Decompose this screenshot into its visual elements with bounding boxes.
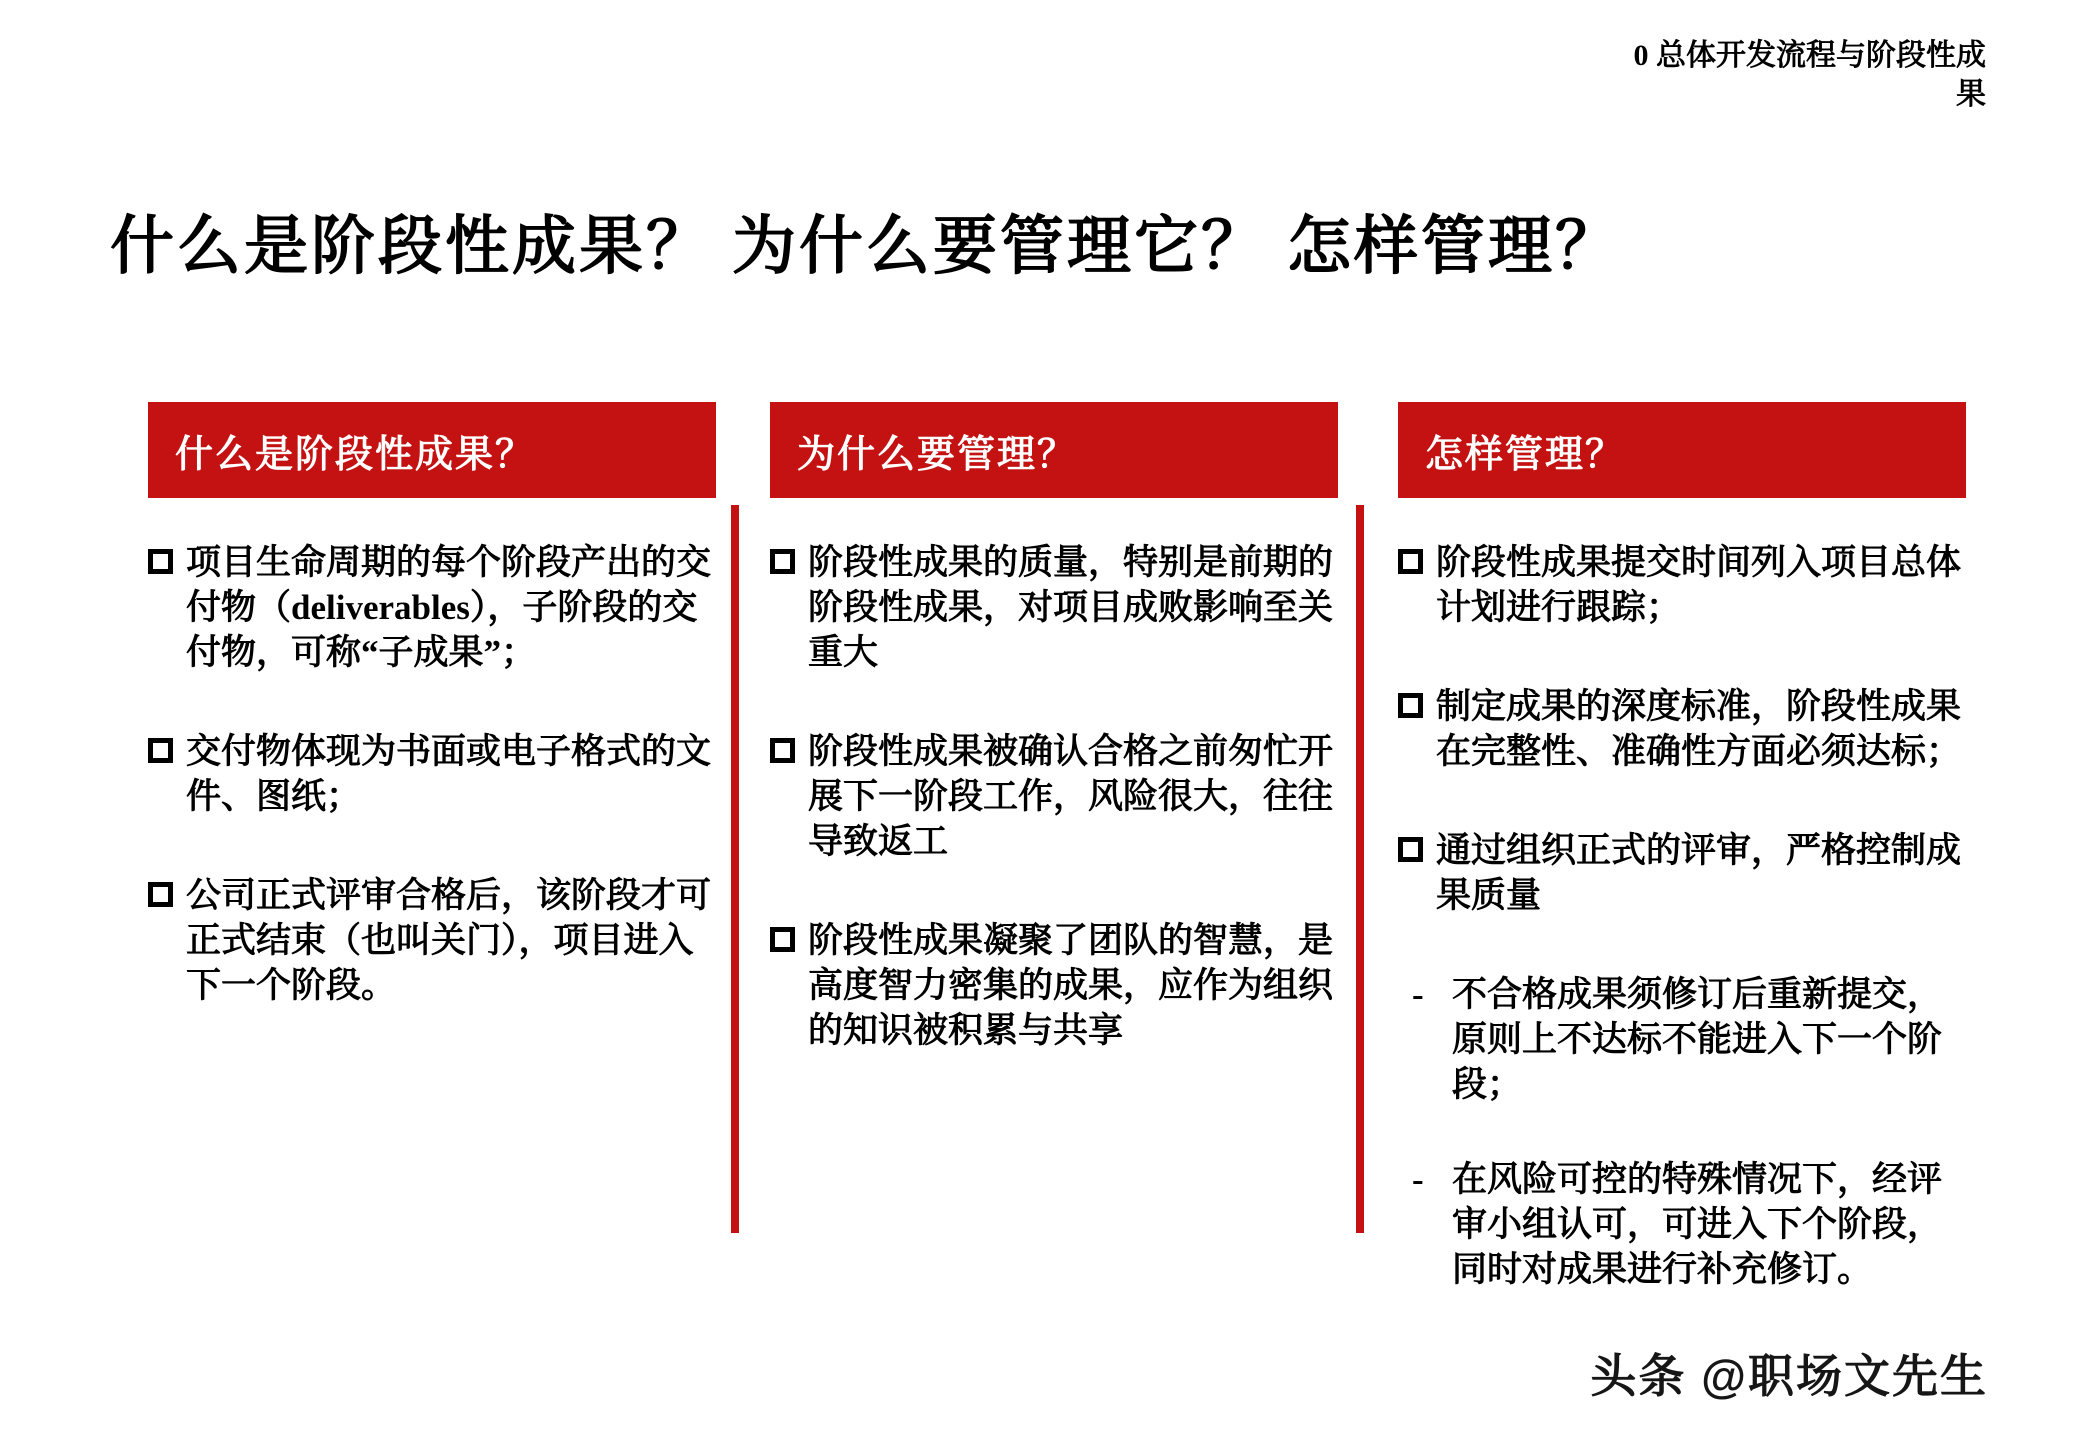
- square-bullet-icon: [770, 549, 795, 574]
- square-bullet-icon: [1398, 693, 1423, 718]
- list-item: [770, 918, 1338, 1053]
- sub-bullet-text: 在风险可控的特殊情况下，经评审小组认可，可进入下个阶段，同时对成果进行补充修订。: [1452, 1160, 1943, 1289]
- bullet-text: 项目生命周期的每个阶段产出的交付物（deliverables），子阶段的交付物，可称“子成果”；: [186, 543, 712, 672]
- bullet-text: 阶段性成果凝聚了团队的智慧，是高度智力密集的成果，应作为组织的知识被积累与共享: [808, 921, 1334, 1050]
- column-how-manage: [1398, 402, 1966, 1342]
- bullet-text: 通过组织正式的评审，严格控制成果质量: [1436, 831, 1962, 915]
- bullet-text: 阶段性成果提交时间列入项目总体计划进行跟踪；: [1436, 543, 1962, 627]
- square-bullet-icon: [770, 927, 795, 952]
- column-how-manage-body: [1398, 540, 1966, 1292]
- column-why-manage: [770, 402, 1338, 1107]
- vertical-divider: [1356, 505, 1364, 1233]
- list-item: [1398, 828, 1966, 918]
- sub-list-item: [1398, 972, 1966, 1107]
- column-why-manage-body: [770, 540, 1338, 1053]
- column-how-manage-header: 怎样管理？: [1398, 402, 1966, 498]
- slide-running-header: [1506, 36, 1986, 114]
- square-bullet-icon: [148, 738, 173, 763]
- list-item: [770, 729, 1338, 864]
- list-item: [148, 873, 716, 1008]
- square-bullet-icon: [770, 738, 795, 763]
- vertical-divider: [731, 505, 739, 1233]
- list-item: [148, 729, 716, 819]
- dash-bullet-icon: -: [1412, 1160, 1424, 1199]
- square-bullet-icon: [148, 549, 173, 574]
- running-header-line1: 0 总体开发流程与阶段性成: [1633, 39, 1986, 72]
- column-why-manage-header: 为什么要管理？: [770, 402, 1338, 498]
- sub-bullet-text: 不合格成果须修订后重新提交，原则上不达标不能进入下一个阶段；: [1452, 975, 1943, 1104]
- bullet-text: 公司正式评审合格后，该阶段才可正式结束（也叫关门），项目进入下一个阶段。: [186, 876, 712, 1005]
- list-item: [148, 540, 716, 675]
- dash-bullet-icon: -: [1412, 975, 1424, 1014]
- bullet-text: 阶段性成果的质量，特别是前期的阶段性成果，对项目成败影响至关重大: [808, 543, 1334, 672]
- square-bullet-icon: [1398, 549, 1423, 574]
- bullet-text: 阶段性成果被确认合格之前匆忙开展下一阶段工作，风险很大，往往导致返工: [808, 732, 1334, 861]
- list-item: [1398, 540, 1966, 630]
- bullet-text: 交付物体现为书面或电子格式的文件、图纸；: [186, 732, 712, 816]
- square-bullet-icon: [1398, 837, 1423, 862]
- column-what-is-header: 什么是阶段性成果？: [148, 402, 716, 498]
- square-bullet-icon: [148, 882, 173, 907]
- running-header-line2: 果: [1956, 78, 1986, 111]
- bullet-text: 制定成果的深度标准，阶段性成果在完整性、准确性方面必须达标；: [1436, 687, 1962, 771]
- column-what-is-body: [148, 540, 716, 1008]
- list-item: [770, 540, 1338, 675]
- list-item: [1398, 684, 1966, 774]
- column-what-is: [148, 402, 716, 1062]
- page-title: 什么是阶段性成果？ 为什么要管理它？ 怎样管理？: [110, 210, 1622, 282]
- sub-list-item: [1398, 1157, 1966, 1292]
- watermark: 头条 @职场文先生: [1590, 1350, 1988, 1402]
